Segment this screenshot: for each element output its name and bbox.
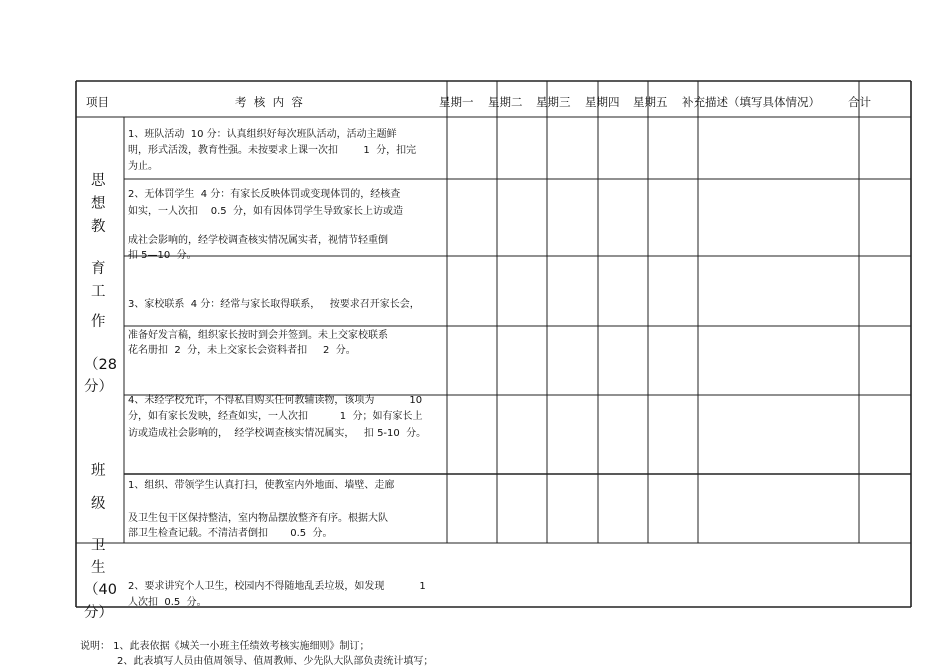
header-friday: 星期五 — [633, 95, 668, 109]
criteria-text: 明，形式活泼，教育性强。未按要求上课一次扣 1 分，扣完 — [128, 145, 417, 156]
criteria-text: 花名册扣 2 分，未上交家长会资料者扣 2 分。 — [128, 345, 356, 356]
criteria-text: 1、班队活动 10 分：认真组织好每次班队活动，活动主题鲜 — [128, 129, 397, 140]
criteria-text: 成社会影响的，经学校调查核实情况属实者，视情节轻重倒 — [128, 235, 388, 246]
header-total: 合计 — [848, 95, 871, 109]
section-label-char: 思 — [91, 173, 106, 189]
criteria-text: 准备好发言稿，组织家长按时到会并签到。未上交家校联系 — [128, 330, 388, 341]
section-label-char: 想 — [91, 196, 106, 212]
section-label-char: 教 — [91, 219, 106, 235]
header-tuesday: 星期二 — [488, 95, 523, 109]
section-label-score: 分） — [84, 379, 113, 395]
criteria-text: 扣 5—10 分。 — [128, 250, 197, 261]
header-content: 考 核 内 容 — [235, 95, 303, 109]
header-thursday: 星期四 — [585, 95, 620, 109]
section-label-char: 班 — [91, 463, 106, 479]
criteria-text: 4、未经学校允许，不得私自购买任何教辅读物，该项为 10 — [128, 395, 423, 406]
criteria-text: 3、家校联系 4 分：经常与家长取得联系， 按要求召开家长会， — [128, 299, 420, 310]
criteria-text: 人次扣 0.5 分。 — [128, 597, 207, 608]
section-label-char: 育 — [91, 261, 106, 277]
criteria-text: 2、要求讲究个人卫生，校园内不得随地乱丢垃圾，如发现 1 — [128, 581, 426, 592]
section-label-char: 工 — [91, 284, 106, 300]
note-line: 说明： 1、此表依据《城关一小班主任绩效考核实施细则》制订； — [80, 641, 370, 652]
section-label-score: 分） — [84, 605, 113, 621]
criteria-text: 访或造成社会影响的， 经学校调查核实情况属实， 扣 5-10 分。 — [128, 428, 427, 439]
criteria-text: 分，如有家长发映，经查如实，一人次扣 1 分；如有家长上 — [128, 411, 423, 422]
header-monday: 星期一 — [439, 95, 474, 109]
criteria-text: 1、组织、带领学生认真打扫，使教室内外地面、墙壁、走廊 — [128, 480, 395, 491]
section-label-char: 级 — [91, 496, 106, 512]
section-label-char: 卫 — [91, 538, 106, 554]
section-label-char: 生 — [91, 560, 106, 576]
criteria-text: 2、无体罚学生 4 分：有家长反映体罚或变现体罚的，经核查 — [128, 189, 401, 200]
note-line: 2、此表填写人员由值周领导、值周教师、少先队大队部负责统计填写； — [117, 656, 434, 667]
section-label-char: 作 — [91, 314, 106, 330]
header-item: 项目 — [86, 95, 109, 109]
header-wednesday: 星期三 — [536, 95, 571, 109]
criteria-text: 及卫生包干区保持整洁，室内物品摆放整齐有序。根据大队 — [128, 513, 388, 524]
section-label-score: （28 — [84, 357, 117, 373]
section-label-score: （40 — [84, 582, 117, 598]
criteria-text: 为止。 — [128, 161, 158, 172]
header-supplement: 补充描述（填写具体情况） — [682, 95, 820, 109]
criteria-text: 如实，一人次扣 0.5 分，如有因体罚学生导致家长上访或造 — [128, 206, 403, 217]
criteria-text: 部卫生检查记载。不清洁者倒扣 0.5 分。 — [128, 528, 333, 539]
